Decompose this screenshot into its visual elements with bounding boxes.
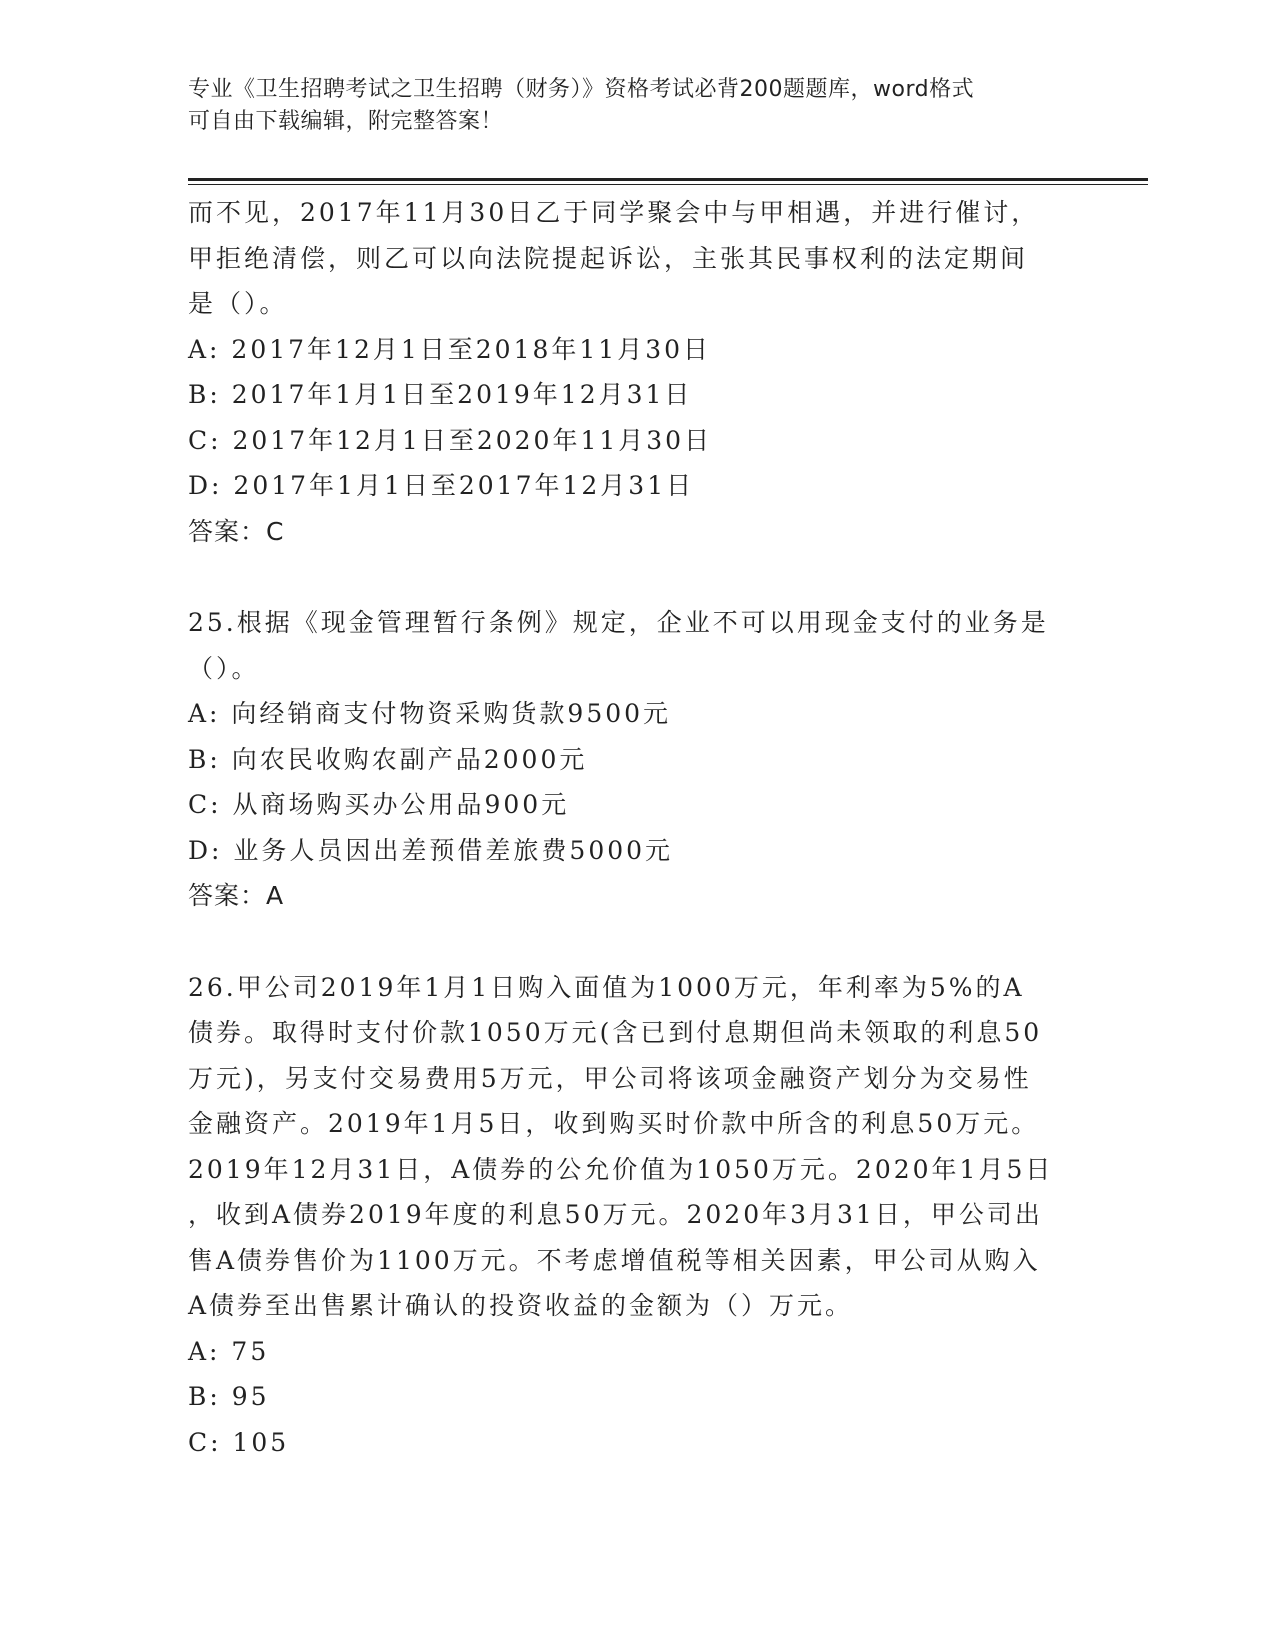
header-divider-thick [188, 178, 1148, 181]
option-b: B: 95 [188, 1382, 270, 1411]
question-25 [188, 600, 1108, 919]
question-text-line: 是（）。 [188, 289, 288, 318]
option-a: A: 向经销商支付物资采购货款9500元 [188, 699, 672, 728]
answer-label: 答案：A [188, 881, 285, 910]
question-spacer [188, 554, 1108, 600]
question-text-line: 2019年12月31日，A债券的公允价值为1050万元。2020年1月5日 [188, 1154, 1054, 1184]
option-a: A: 75 [188, 1336, 270, 1366]
question-text-line: 甲拒绝清偿，则乙可以向法院提起诉讼，主张其民事权利的法定期间 [188, 243, 1029, 273]
option-c: C: 2017年12月1日至2020年11月30日 [188, 425, 713, 455]
option-c: C: 105 [188, 1427, 290, 1457]
question-text-line: A债券至出售累计确认的投资收益的金额为（）万元。 [188, 1291, 854, 1320]
question-text-line: 售A债券售价为1100万元。不考虑增值税等相关因素，甲公司从购入 [188, 1245, 1041, 1275]
question-text-line: 26.甲公司2019年1月1日购入面值为1000万元，年利率为5%的A [188, 972, 1025, 1002]
question-26 [188, 965, 1108, 1466]
question-content [188, 190, 1108, 1465]
question-text-line: （）。 [188, 653, 260, 683]
question-text-line: 金融资产。2019年1月5日，收到购买时价款中所含的利息50万元。 [188, 1109, 1040, 1138]
question-24 [188, 190, 1108, 554]
header-title-line-1: 专业《卫生招聘考试之卫生招聘（财务）》资格考试必背200题题库，word格式 [188, 77, 975, 102]
question-text-line: ，收到A债券2019年度的利息50万元。2020年3月31日，甲公司出 [188, 1200, 1043, 1229]
option-c: C: 从商场购买办公用品900元 [188, 790, 570, 819]
header-title-line-2: 可自由下载编辑，附完整答案！ [188, 109, 504, 134]
option-a: A: 2017年12月1日至2018年11月30日 [188, 334, 712, 364]
option-b: B: 向农民收购农副产品2000元 [188, 744, 588, 774]
option-d: D: 2017年1月1日至2017年12月31日 [188, 471, 695, 500]
question-text-line: 25.根据《现金管理暂行条例》规定，企业不可以用现金支付的业务是 [188, 608, 1049, 637]
question-text-line: 万元)，另支付交易费用5万元，甲公司将该项金融资产划分为交易性 [188, 1063, 1032, 1093]
question-text-line: 而不见，2017年11月30日乙于同学聚会中与甲相遇，并进行催讨， [188, 198, 1040, 227]
option-d: D: 业务人员因出差预借差旅费5000元 [188, 835, 674, 865]
option-b: B: 2017年1月1日至2019年12月31日 [188, 380, 693, 409]
header-divider-thin [188, 184, 1148, 185]
document-header [188, 74, 1088, 138]
question-text-line: 债券。取得时支付价款1050万元(含已到付息期但尚未领取的利息50 [188, 1018, 1043, 1047]
question-spacer [188, 919, 1108, 965]
answer-label: 答案：C [188, 516, 285, 546]
